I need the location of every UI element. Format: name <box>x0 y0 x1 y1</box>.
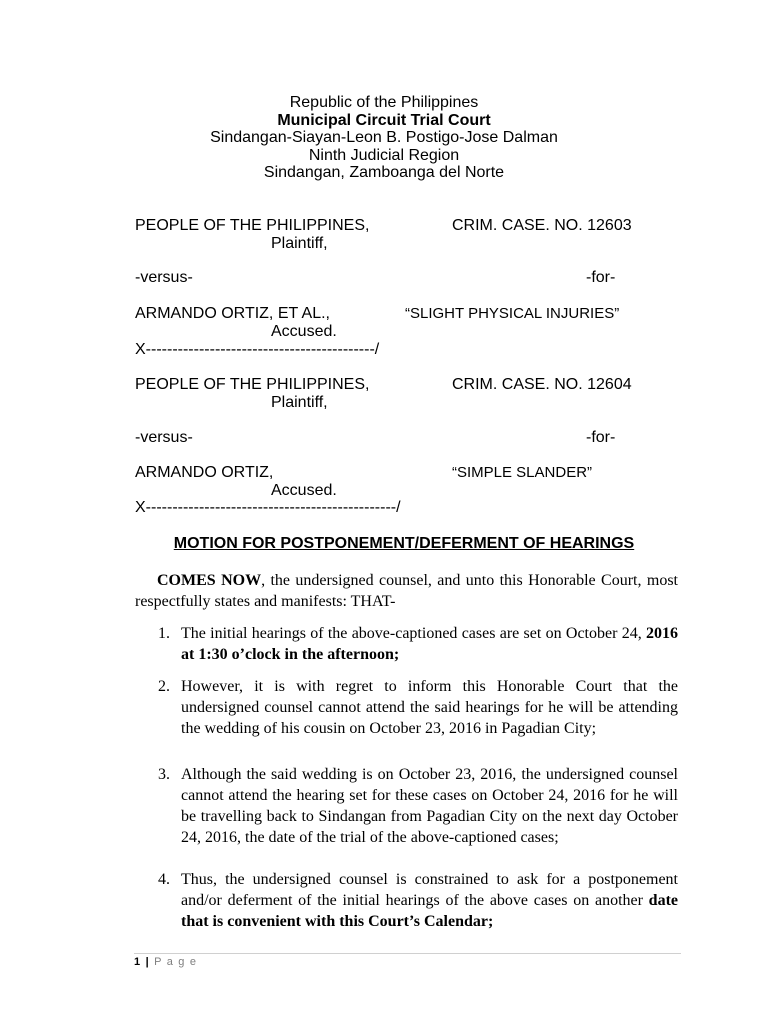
case2-separator: X-----------------------------------------------/ <box>135 499 401 516</box>
item-1-emphasis: 2016 at 1:30 o’clock in the afternoon; <box>181 625 679 663</box>
case1-for: -for- <box>586 269 616 286</box>
case2-case-number: CRIM. CASE. NO. 12604 <box>452 376 632 393</box>
item-4-number: 4. <box>158 871 170 888</box>
case2-versus: -versus- <box>135 429 193 446</box>
header-jurisdiction: Sindangan-Siayan-Leon B. Postigo-Jose Dalman <box>210 129 558 146</box>
court-header <box>0 94 768 182</box>
case1-separator: X-------------------------------------------/ <box>135 341 380 358</box>
intro-lead: COMES NOW <box>157 572 262 589</box>
page-number: 1 <box>134 956 142 968</box>
item-2-number: 2. <box>158 678 170 695</box>
case1-offense: “SLIGHT PHYSICAL INJURIES” <box>405 305 620 322</box>
case1-versus: -versus- <box>135 269 193 286</box>
item-3-text: Although the said wedding is on October 23, 2016, the undersigned counsel cannot attend the hearing set for these cases on October 24, 2016 for he will be travelling back to Sindangan from Pagadian City on the next day October 24, 2016, the date of the trial of the above-captioned cases; <box>181 766 678 846</box>
case2-plaintiff-role: Plaintiff, <box>271 394 328 411</box>
intro-text: , the undersigned counsel, and unto this Honorable Court, most respectfully states and manifests: THAT- <box>135 572 679 610</box>
case1-plaintiff-role: Plaintiff, <box>271 235 328 252</box>
case1-accused: ARMANDO ORTIZ, ET AL., <box>135 305 330 322</box>
item-4-emphasis: date that is convenient with this Court’s Calendar; <box>181 892 678 930</box>
case2-accused: ARMANDO ORTIZ, <box>135 464 274 481</box>
header-court-name: Municipal Circuit Trial Court <box>277 111 491 129</box>
case1-plaintiff: PEOPLE OF THE PHILIPPINES, <box>135 217 370 234</box>
motion-title: MOTION FOR POSTPONEMENT/DEFERMENT OF HEARINGS <box>173 535 635 552</box>
page-separator: | <box>145 956 150 968</box>
case2-offense: “SIMPLE SLANDER” <box>452 464 593 481</box>
page-footer <box>134 956 197 968</box>
case1-case-number: CRIM. CASE. NO. 12603 <box>452 217 632 234</box>
page-label: P a g e <box>154 956 198 968</box>
item-1-text <box>181 623 678 665</box>
item-3-number: 3. <box>158 766 170 783</box>
item-1-number: 1. <box>158 625 170 642</box>
case2-accused-role: Accused. <box>271 482 337 499</box>
item-2-text: However, it is with regret to inform this Honorable Court that the undersigned counsel cannot attend the said hearings for he will be attending the wedding of his cousin on October 23, 2016 in Pagadian City; <box>181 678 678 737</box>
case1-accused-role: Accused. <box>271 323 337 340</box>
case2-plaintiff: PEOPLE OF THE PHILIPPINES, <box>135 376 370 393</box>
header-republic: Republic of the Philippines <box>289 94 479 111</box>
intro-paragraph <box>135 570 678 612</box>
footer-divider <box>134 953 681 954</box>
item-1-body: The initial hearings of the above-captioned cases are set on October 24, <box>181 625 642 642</box>
case2-for: -for- <box>586 429 616 446</box>
item-4-text <box>181 869 678 932</box>
item-4-body: Thus, the undersigned counsel is constrained to ask for a postponement and/or deferment of the initial hearings of the above cases on another <box>181 871 678 909</box>
header-location: Sindangan, Zamboanga del Norte <box>263 164 505 181</box>
header-region: Ninth Judicial Region <box>308 146 460 164</box>
